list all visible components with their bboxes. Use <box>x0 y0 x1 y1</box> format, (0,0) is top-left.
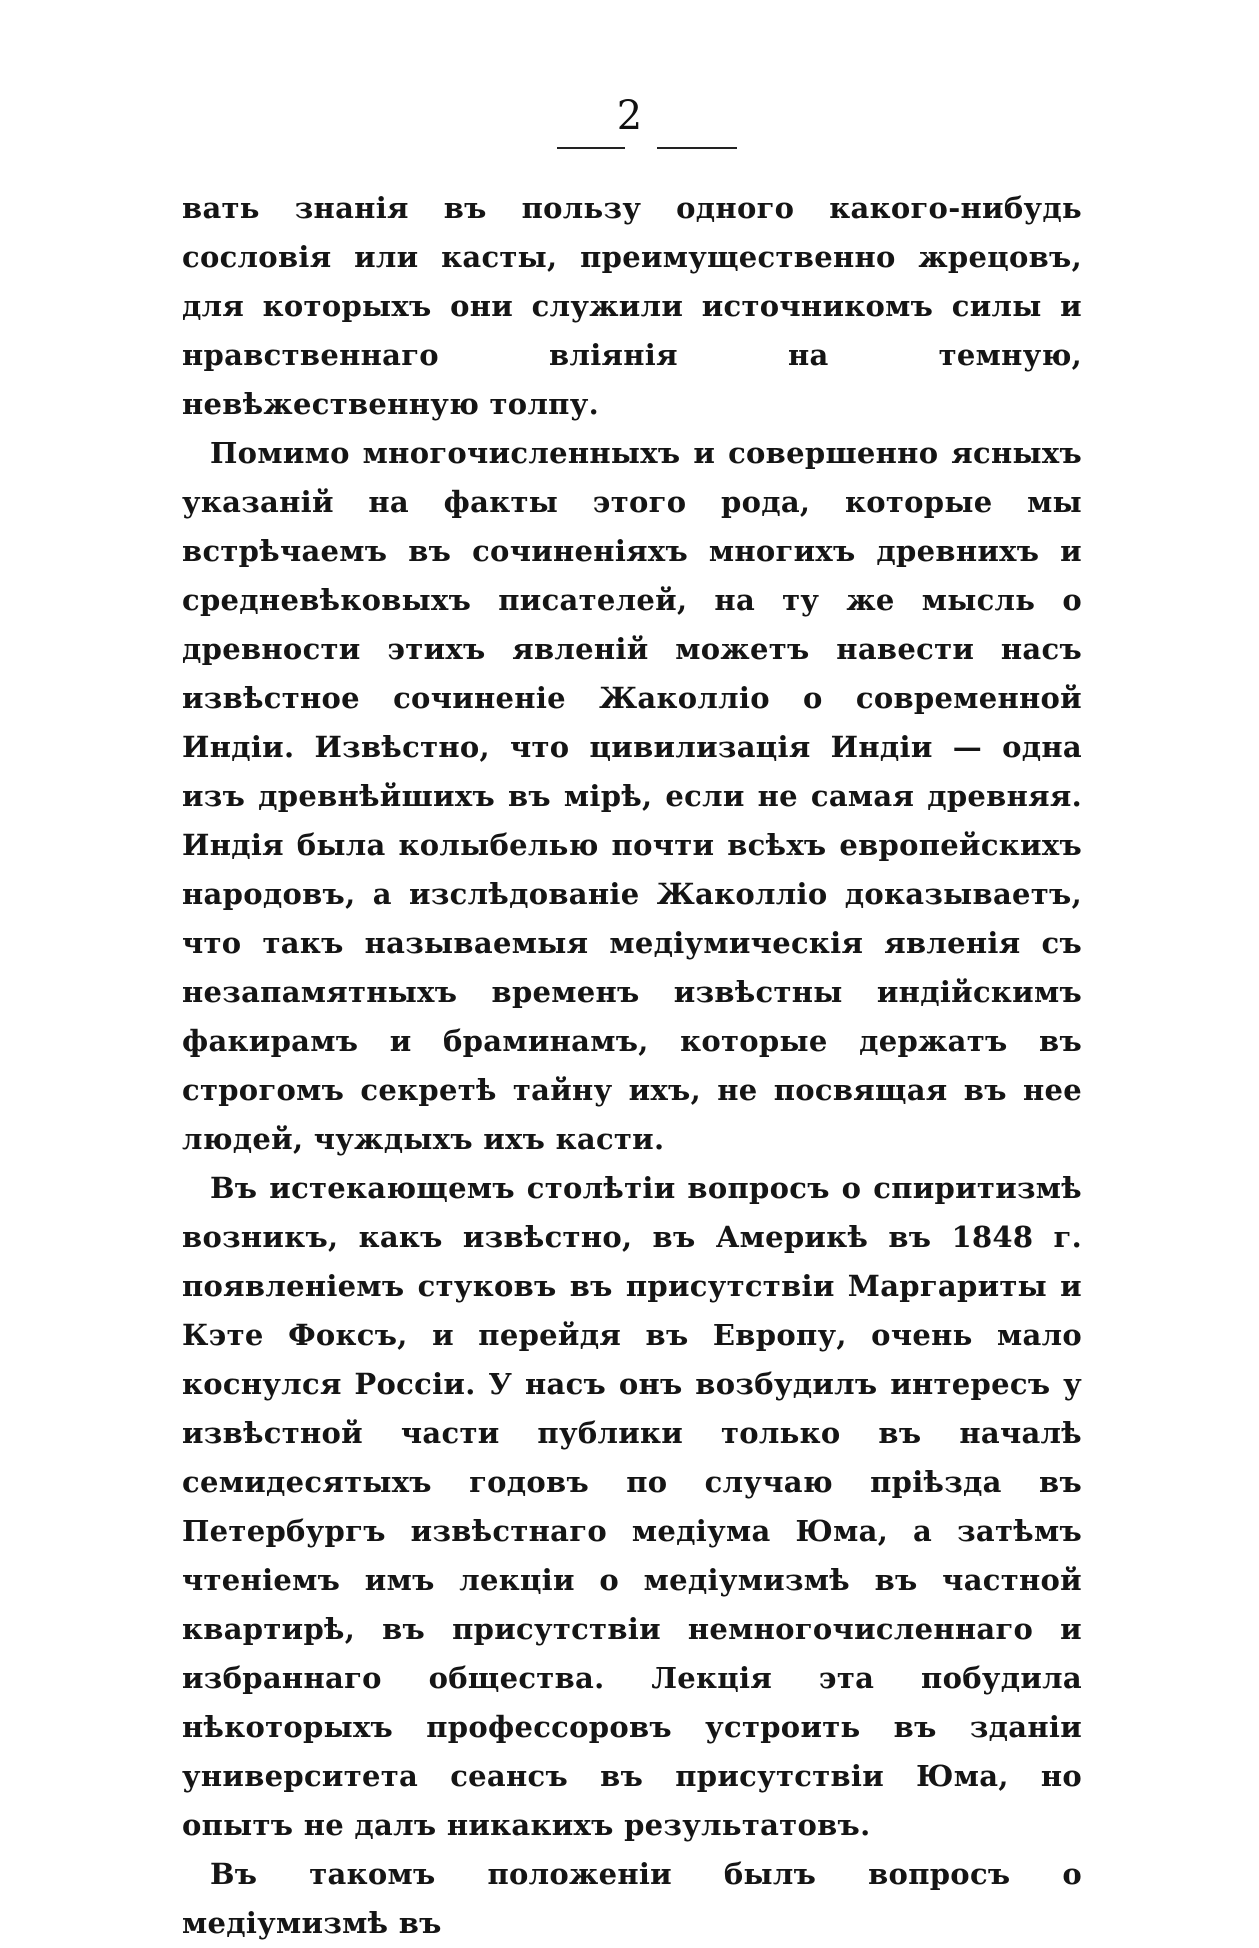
page-header <box>0 92 1259 152</box>
body-text <box>182 184 1082 1948</box>
paragraph-2: Помимо многочисленныхъ и совершенно ясныхъ указаній на факты этого рода, которые мы встрѣчаемъ въ сочиненіяхъ многихъ древнихъ и средневѣковыхъ писателей, на ту же мысль о древности этихъ явленій можетъ навести насъ извѣстное сочиненіе Жаколліо о современной Индіи. Извѣстно, что цивилизація Индіи — одна изъ древнѣйшихъ въ мірѣ, если не самая древняя. Индія была колыбелью почти всѣхъ европейскихъ народовъ, а изслѣдованіе Жаколліо доказываетъ, что такъ называемыя медіумическія явленія съ незапамятныхъ временъ извѣстны индійскимъ факирамъ и браминамъ, которые держатъ въ строгомъ секретѣ тайну ихъ, не посвящая въ нее людей, чуждыхъ ихъ касти. <box>182 436 1082 1156</box>
paragraph-1: вать знанія въ пользу одного какого-нибудь сословія или касты, преимущественно жрецовъ, для которыхъ они служили источникомъ силы и нравственнаго вліянія на темную, невѣжественную толпу. <box>182 191 1082 421</box>
header-rule-right <box>657 147 737 149</box>
page-number: 2 <box>616 93 643 139</box>
header-rule-left <box>557 147 625 149</box>
paragraph-4: Въ такомъ положеніи былъ вопросъ о медіумизмѣ въ <box>182 1857 1082 1940</box>
paragraph-3: Въ истекающемъ столѣтіи вопросъ о спиритизмѣ возникъ, какъ извѣстно, въ Америкѣ въ 1848 г. появленіемъ стуковъ въ присутствіи Маргариты и Кэте Фоксъ, и перейдя въ Европу, очень мало коснулся Россіи. У насъ онъ возбудилъ интересъ у извѣстной части публики только въ началѣ семидесятыхъ годовъ по случаю пріѣзда въ Петербургъ извѣстнаго медіума Юма, а затѣмъ чтеніемъ имъ лекціи о медіумизмѣ въ частной квартирѣ, въ присутствіи немногочисленнаго и избраннаго общества. Лекція эта побудила нѣкоторыхъ профессоровъ устроить въ зданіи университета сеансъ въ присутствіи Юма, но опытъ не далъ никакихъ результатовъ. <box>182 1171 1082 1842</box>
